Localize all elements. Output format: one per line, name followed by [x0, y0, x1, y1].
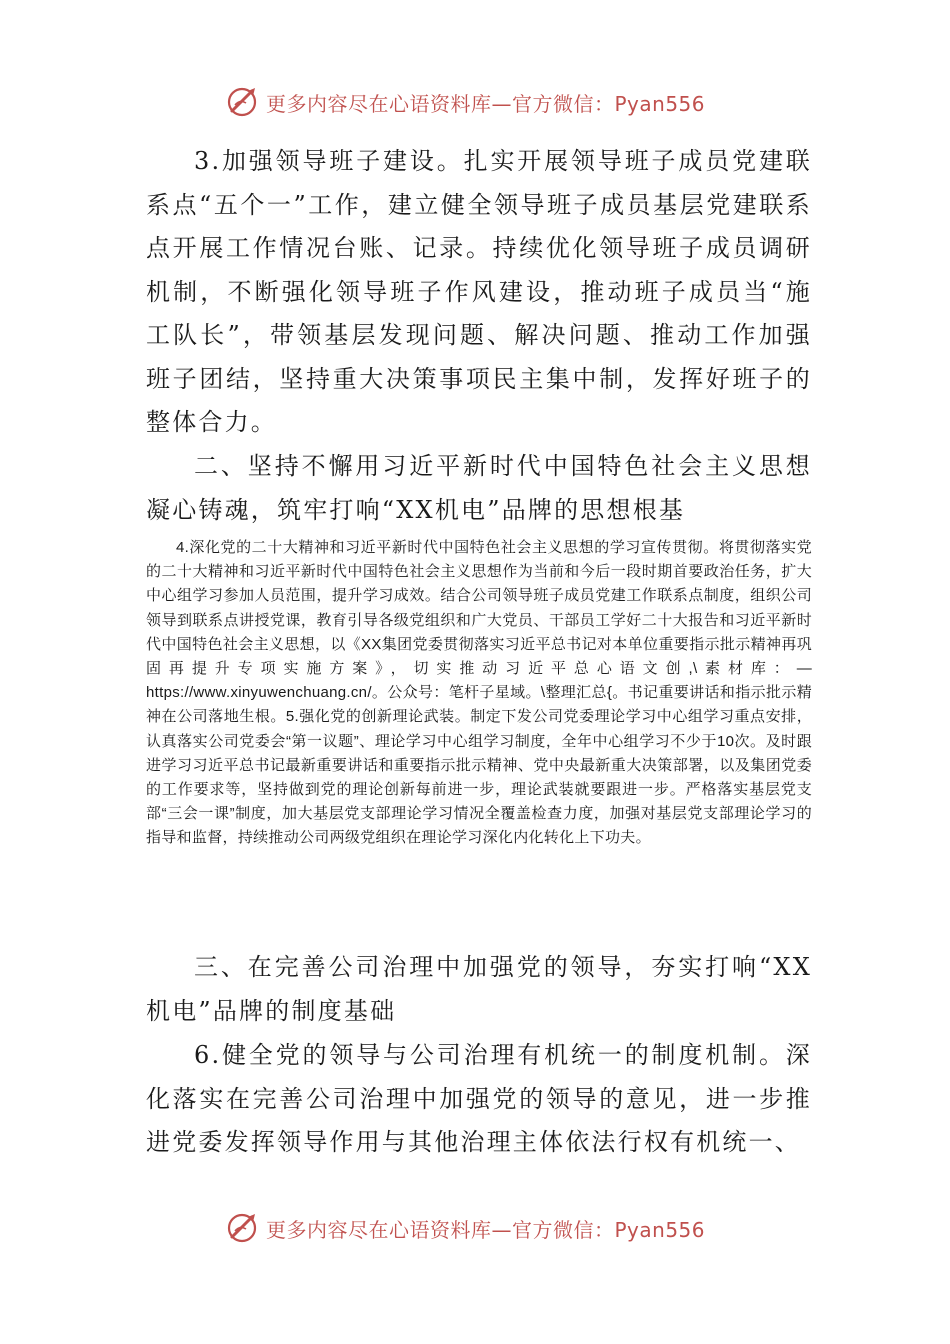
- paragraph-6: 6.健全党的领导与公司治理有机统一的制度机制。深化落实在完善公司治理中加强党的领导的意见，进一步推进党委发挥领导作用与其他治理主体依法行权有机统一、: [146, 1041, 812, 1156]
- section-heading-3: 三、在完善公司治理中加强党的领导，夯实打响“XX机电”品牌的制度基础: [146, 953, 812, 1025]
- section-heading-2: 二、坚持不懈用习近平新时代中国特色社会主义思想凝心铸魂，筑牢打响“XX机电”品牌的思想根基: [146, 452, 812, 524]
- paragraph-4-5: 4.深化党的二十大精神和习近平新时代中国特色社会主义思想的学习宣传贯彻。将贯彻落实党的二十大精神和习近平新时代中国特色社会主义思想作为当前和今后一段时期首要政治任务，扩大中心组学习参加人员范围，提升学习成效。结合公司领导班子成员党建工作联系点制度，组织公司领导到联系点讲授党课，教育引导各级党组织和广大党员、干部员工学好二十大报告和习近平新时代中国特色社会主义思想，以《XX集团党委贯彻落实习近平总书记对本单位重要指示批示精神再巩固再提升专项实施方案》，切实推动习近平总心语文创,\素材库：—https://www.xinyuwenchuang.cn/。公众号：笔杆子星域。\整理汇总{。书记重要讲话和指示批示精神在公司落地生根。5.强化党的创新理论武装。制定下发公司党委理论学习中心组学习重点安排，认真落实公司党委会“第一议题”、理论学习中心组学习制度，全年中心组学习不少于10次。及时跟进学习习近平总书记最新重要讲话和重要指示批示精神、党中央最新重大决策部署，以及集团党委的工作要求等，坚持做到党的理论创新每前进一步，理论武装就要跟进一步。严格落实基层党支部“三会一课”制度，加大基层党支部理论学习情况全覆盖检查力度，加强对基层党支部理论学习的指导和监督，持续推动公司两级党组织在理论学习深化内化转化上下功夫。: [146, 539, 812, 847]
- header-banner: [226, 82, 726, 122]
- paragraph-3: 3.加强领导班子建设。扎实开展领导班子成员党建联系点“五个一”工作，建立健全领导班子成员基层党建联系点开展工作情况台账、记录。持续优化领导班子成员调研机制，不断强化领导班子作风建设，推动班子成员当“施工队长”，带领基层发现问题、解决问题、推动工作加强班子团结，坚持重大决策事项民主集中制，发挥好班子的整体合力。: [146, 147, 812, 436]
- header-banner-text: 更多内容尽在心语资料库—官方微信：Pyan556: [266, 91, 706, 116]
- footer-banner: [226, 1208, 726, 1248]
- footer-banner-text: 更多内容尽在心语资料库—官方微信：Pyan556: [266, 1217, 706, 1242]
- pen-logo-icon: [226, 85, 260, 119]
- pen-logo-icon: [226, 1211, 260, 1245]
